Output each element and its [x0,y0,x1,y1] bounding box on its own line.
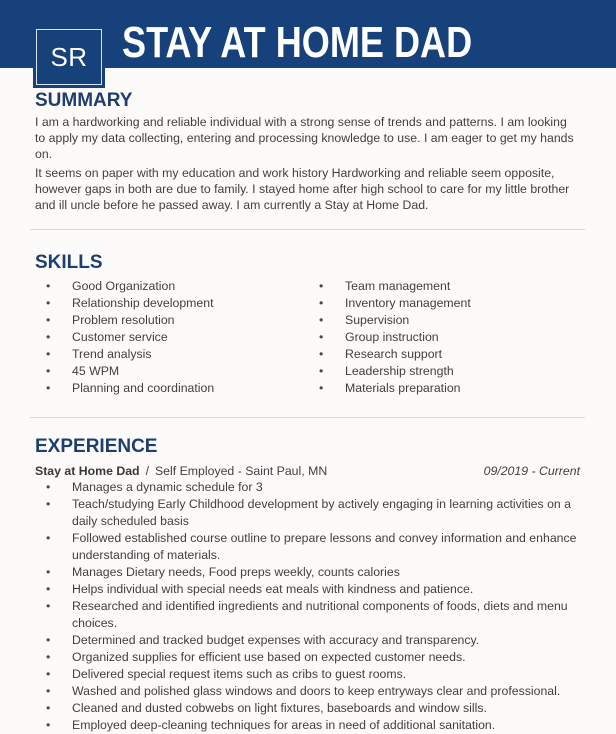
bullet-dot-icon [46,581,50,598]
experience-bullet-text: Cleaned and dusted cobwebs on light fixtures, baseboards and window sills. [72,701,487,715]
experience-bullet [35,581,580,598]
bullet-dot-icon [46,346,50,363]
bullet-dot-icon [46,380,50,397]
experience-bullet [35,632,580,649]
bullet-dot-icon [46,598,50,615]
skill-item [35,329,308,346]
experience-bullet [35,666,580,683]
skill-text: Group instruction [345,330,439,344]
skill-text: Problem resolution [72,313,175,327]
experience-bullet-text: Manages a dynamic schedule for 3 [72,480,263,494]
summary-heading: SUMMARY [35,90,133,111]
experience-bullet [35,598,580,632]
bullet-dot-icon [46,564,50,581]
logo-monogram [33,26,105,88]
skill-item [308,363,580,380]
bullet-dot-icon [46,666,50,683]
summary-paragraph: It seems on paper with my education and work history Hardworking and reliable seem opposite, however gaps in both are due to family. I stayed home after high school to care for my little brother and ill uncle before he passed away. I am currently a Stay at Home Dad. [35,166,570,212]
skills-list-right [308,278,580,397]
skill-text: Relationship development [72,296,214,310]
skill-item [35,278,308,295]
skill-text: Trend analysis [72,347,152,361]
skills-heading: SKILLS [35,252,103,273]
bullet-dot-icon [319,329,323,346]
skill-text: Supervision [345,313,410,327]
bullet-dot-icon [319,312,323,329]
bullet-dot-icon [46,632,50,649]
experience-bullet-text: Employed deep-cleaning techniques for areas in need of additional sanitation. [72,718,496,732]
skill-text: Inventory management [345,296,471,310]
bullet-dot-icon [46,363,50,380]
page-title: STAY AT HOME DAD [122,18,473,67]
skill-item [308,312,580,329]
bullet-dot-icon [46,683,50,700]
skill-text: 45 WPM [72,364,120,378]
section-summary [35,91,580,213]
skill-text: Customer service [72,330,168,344]
experience-bullets [35,479,580,734]
skill-item [308,329,580,346]
skills-list-left [35,278,308,397]
bullet-dot-icon [319,278,323,295]
bullet-dot-icon [319,380,323,397]
skill-text: Research support [345,347,443,361]
experience-bullet-text: Helps individual with special needs eat meals with kindness and patience. [72,582,474,596]
summary-paragraphs [35,114,580,213]
skill-item [35,363,308,380]
job-employer: Self Employed - Saint Paul, MN [154,464,328,478]
bullet-dot-icon [46,649,50,666]
bullet-dot-icon [46,479,50,496]
bullet-dot-icon [46,530,50,547]
skill-text: Good Organization [72,279,176,293]
job-title: Stay at Home Dad [35,464,140,478]
experience-bullet-text: Manages Dietary needs, Food preps weekly, counts calories [72,565,400,579]
section-divider [30,229,585,230]
experience-bullet-text: Teach/studying Early Childhood development by actively engaging in learning activities on a daily scheduled basis [72,497,572,528]
skill-item [308,346,580,363]
experience-bullet [35,649,580,666]
skill-text: Leadership strength [345,364,454,378]
skill-item [35,295,308,312]
experience-heading: EXPERIENCE [35,436,158,457]
experience-bullet [35,683,580,700]
experience-bullet-text: Researched and identified ingredients and nutritional components of foods, diets and menu choices. [72,599,568,630]
bullet-dot-icon [46,717,50,734]
experience-bullet [35,530,580,564]
experience-bullet-text: Organized supplies for efficient use based on expected customer needs. [72,650,466,664]
skill-item [35,312,308,329]
skill-item [308,278,580,295]
job-title-line [35,464,327,479]
monogram-text: SR [50,41,88,72]
experience-bullet [35,564,580,581]
page-content [0,91,616,734]
job-dates: 09/2019 - Current [483,464,580,478]
experience-bullet [35,700,580,717]
experience-bullet [35,496,580,530]
skill-text: Materials preparation [345,381,461,395]
bullet-dot-icon [46,278,50,295]
bullet-dot-icon [46,312,50,329]
experience-bullet [35,479,580,496]
skill-text: Planning and coordination [72,381,215,395]
experience-bullet-text: Washed and polished glass windows and doors to keep entryways clear and professional. [72,684,561,698]
experience-bullet-text: Followed established course outline to prepare lessons and convey information and enhance understanding of materials. [72,531,577,562]
job-header-row [35,464,580,479]
job-separator: / [145,464,149,478]
bullet-dot-icon [319,363,323,380]
section-experience [35,437,580,734]
skill-text: Team management [345,279,451,293]
skill-item [35,346,308,363]
section-skills [35,253,580,397]
bullet-dot-icon [46,700,50,717]
skill-item [35,380,308,397]
header-band [0,0,616,72]
summary-paragraph: I am a hardworking and reliable individual with a strong sense of trends and patterns. I am looking to apply my data collecting, entering and processing knowledge to use. I am eager to get my hands on. [35,115,574,161]
experience-bullet-text: Delivered special request items such as cribs to guest rooms. [72,667,407,681]
skills-grid [35,278,580,397]
bullet-dot-icon [46,496,50,513]
bullet-dot-icon [319,346,323,363]
experience-bullet-text: Determined and tracked budget expenses with accuracy and transparency. [72,633,480,647]
skill-item [308,295,580,312]
bullet-dot-icon [319,295,323,312]
bullet-dot-icon [46,295,50,312]
skill-item [308,380,580,397]
experience-bullet [35,717,580,734]
section-divider [30,417,585,418]
bullet-dot-icon [46,329,50,346]
